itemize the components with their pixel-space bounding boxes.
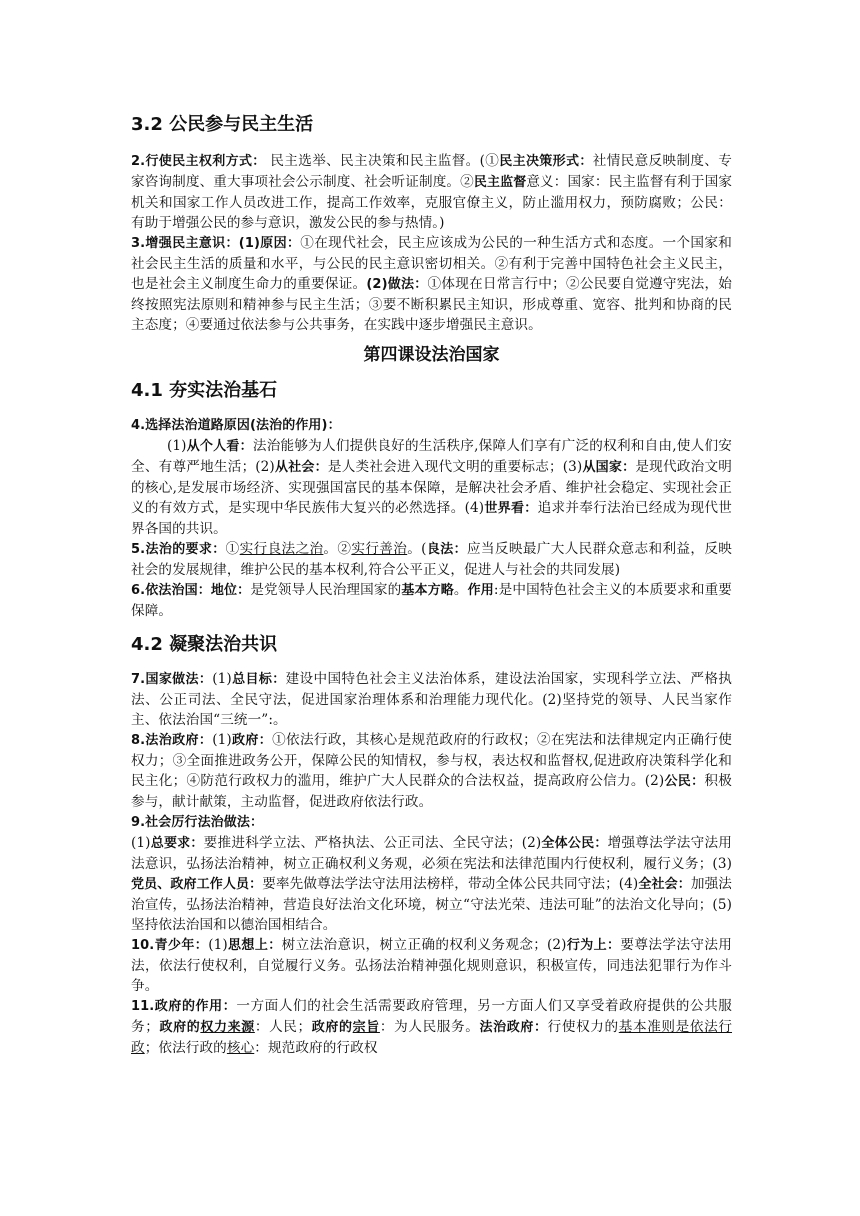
text: 积极参与，献计献策，主动监督，促进政府依法行政。 <box>131 773 732 810</box>
bold-term: 原因： <box>260 236 301 251</box>
bold-term: 总要求： <box>150 836 204 851</box>
bold-term: 基本方略 <box>401 583 454 598</box>
paragraph-6 <box>131 580 732 621</box>
bold-term: 民主监督 <box>473 175 527 190</box>
text: ① <box>225 541 240 557</box>
text: ①在现代社会，民主应该成为公民的一种生活方式和态度。一个国家和社会民主生活的质量和水平，与公民的民主意识密切相关。②有利于完善中国特色社会主义民主，也是社会主义制度生命力的重要保证。 <box>131 235 732 292</box>
text: :是中国特色社会主义的本质要求和重要保障。 <box>131 582 732 619</box>
paragraph-11 <box>131 996 732 1058</box>
text: 加强法治宣传，弘扬法治精神，营造良好法治文化环境，树立“守法光荣、违法可耻”的法治文化导向；(5)坚持依法治国和以德治国相结合。 <box>131 876 732 933</box>
bold-term: 从国家： <box>582 460 636 475</box>
text: ：为人民服务。 <box>379 1019 480 1035</box>
text: (1) <box>212 671 232 687</box>
paragraph-9-body <box>131 833 732 935</box>
text: 要率先做尊法学法守法用法榜样，带动全体公民共同守法；(4) <box>262 876 639 892</box>
bold-term: 总目标： <box>231 672 286 687</box>
underlined-term: 基本准则是依法行政 <box>131 1019 733 1056</box>
underlined-term: 实行良法之治 <box>239 541 324 557</box>
item-number: 2.行使民主权利方式： <box>131 154 266 169</box>
bold-term: 良法： <box>426 542 467 557</box>
text: ；依法行政的 <box>144 1040 227 1056</box>
bold-term: 从社会： <box>274 460 328 475</box>
bold-term: 全社会： <box>638 877 691 892</box>
text: (1) <box>167 438 187 454</box>
text: 建设中国特色社会主义法治体系，建设法治国家，实现科学立法、严格执法、公正司法、全民守法，促进国家治理体系和治理能力现代化。(2)坚持党的领导、人民当家作主、依法治国“三统一”:。 <box>131 671 732 728</box>
paragraph-4-heading <box>131 415 732 436</box>
text: 。 <box>453 582 468 598</box>
text: 一方面人们的社会生活需要政府管理，另一方面人们又享受着政府提供的公共服务； <box>131 998 732 1035</box>
bold-term: 政府的 <box>158 1020 201 1035</box>
text: ：规范政府的行政权 <box>254 1040 378 1056</box>
bold-term: 作用 <box>467 583 494 598</box>
paragraph-5 <box>131 539 732 580</box>
item-number: 6.依法治国： <box>131 583 211 598</box>
item-number: 4.选择法治道路原因(法治的作用)： <box>131 418 341 433</box>
bold-term: 民主决策形式： <box>499 154 593 169</box>
bold-term: 从个人看： <box>186 439 253 454</box>
text: 要推进科学立法、严格执法、公正司法、全民守法；(2) <box>203 835 542 851</box>
paragraph-10 <box>131 935 732 996</box>
item-number: 3.增强民主意识：(1) <box>131 236 261 251</box>
bold-term: 思想上： <box>227 938 282 953</box>
underlined-term: 核心 <box>226 1040 255 1056</box>
text: 社情民意反映制度、专家咨询制度、重大事项社会公示制度、社会听证制度。② <box>131 153 733 190</box>
paragraph-7 <box>131 669 732 730</box>
bold-term: 全体公民： <box>541 836 608 851</box>
paragraph-9-heading <box>131 812 732 833</box>
text: 。② <box>323 541 352 557</box>
text: (1) <box>131 835 151 851</box>
text: 树立法治意识，树立正确的权利义务观念；(2) <box>281 937 567 953</box>
paragraph-3 <box>131 233 732 335</box>
paragraph-8 <box>131 730 732 812</box>
bold-term: (2)做法： <box>366 277 428 292</box>
section-4-1-heading: 4.1 夯实法治基石 <box>131 380 278 401</box>
text: 民主选举、民主决策和民主监督。(① <box>265 153 500 169</box>
text: 要尊法学法守法用法，依法行使权利，自觉履行义务。弘扬法治精神强化规则意识，积极宣传，同违法犯罪行为作斗争。 <box>131 937 732 994</box>
bold-term: 行为上： <box>566 938 621 953</box>
text: 是现代政治文明的核心,是发展市场经济、实现强国富民的基本保障，是解决社会矛盾、维护社会稳定、实现社会正义的有效方式，是实现中华民族伟大复兴的必然选择。(4) <box>131 459 732 516</box>
bold-term: 政府： <box>231 733 273 748</box>
bold-term: 法治政府： <box>479 1020 548 1035</box>
item-number: 10.青少年： <box>131 938 209 953</box>
text: 法治能够为人们提供良好的生活秩序,保障人们享有广泛的权利和自由,使人们安全、有尊严地生活；(2) <box>131 438 732 475</box>
bold-term: 地位： <box>210 583 251 598</box>
underlined-term: 实行善治 <box>351 541 408 557</box>
text: 追求并奉行法治已经成为现代世界各国的共识。 <box>131 500 732 537</box>
item-number: 9.社会厉行法治做法： <box>131 815 264 830</box>
section-4-2-heading: 4.2 凝聚法治共识 <box>131 634 278 655</box>
text: 是人类社会进入现代文明的重要标志；(3) <box>327 459 583 475</box>
text: ①体现在日常言行中；②公民要自觉遵守宪法，始终按照宪法原则和精神参与民主生活；③要不断积累民主知识，形成尊重、宽容、批判和协商的民主态度；④要通过依法参与公共事务，在实践中逐步增强民主意识。 <box>131 276 732 333</box>
text: (1) <box>212 732 232 748</box>
bold-underlined-term: 权力来源 <box>200 1020 255 1035</box>
text: 意义：国家：民主监督有利于国家机关和国家工作人员改进工作，提高工作效率，克服官僚主义，防止滥用权力，预防腐败；公民：有助于增强公民的参与意识，激发公民的参与热情。) <box>131 174 733 231</box>
text: ：人民； <box>254 1019 312 1035</box>
bold-term: 党员、政府工作人员： <box>131 877 263 892</box>
bold-term: 世界看： <box>484 501 538 516</box>
paragraph-4-body <box>131 436 732 539</box>
item-number: 5.法治的要求： <box>131 542 226 557</box>
text: 应当反映最广大人民群众意志和利益，反映社会的发展规律，维护公民的基本权利,符合公平正义，促进人与社会的共同发展) <box>131 541 732 578</box>
bold-term: 公民： <box>664 774 705 789</box>
section-3-2-heading: 3.2 公民参与民主生活 <box>131 114 314 135</box>
bold-underlined-term: 宗旨 <box>352 1020 380 1035</box>
text: (1) <box>208 937 228 953</box>
text: 。( <box>407 541 427 557</box>
text: 增强尊法学法守法用法意识，弘扬法治精神，树立正确权利义务观，必须在宪法和法律范围内行使权利，履行义务；(3) <box>131 835 732 872</box>
bold-term: 政府的 <box>311 1020 353 1035</box>
lesson-4-title: 第四课设法治国家 <box>363 345 500 365</box>
item-number: 7.国家做法： <box>131 672 213 687</box>
item-number: 11.政府的作用： <box>131 999 237 1014</box>
text: 行使权力的 <box>547 1019 619 1035</box>
paragraph-2 <box>131 151 732 233</box>
text: 是党领导人民治理国家的 <box>250 582 402 598</box>
text: ①依法行政，其核心是规范政府的行政权；②在宪法和法律规定内正确行使权力；③全面推进政务公开，保障公民的知情权，参与权，表达权和监督权,促进政府决策科学化和民主化；④防范行政权力的滥用，维护广大人民群众的合法权益，提高政府公信力。(2) <box>131 732 732 789</box>
item-number: 8.法治政府： <box>131 733 213 748</box>
